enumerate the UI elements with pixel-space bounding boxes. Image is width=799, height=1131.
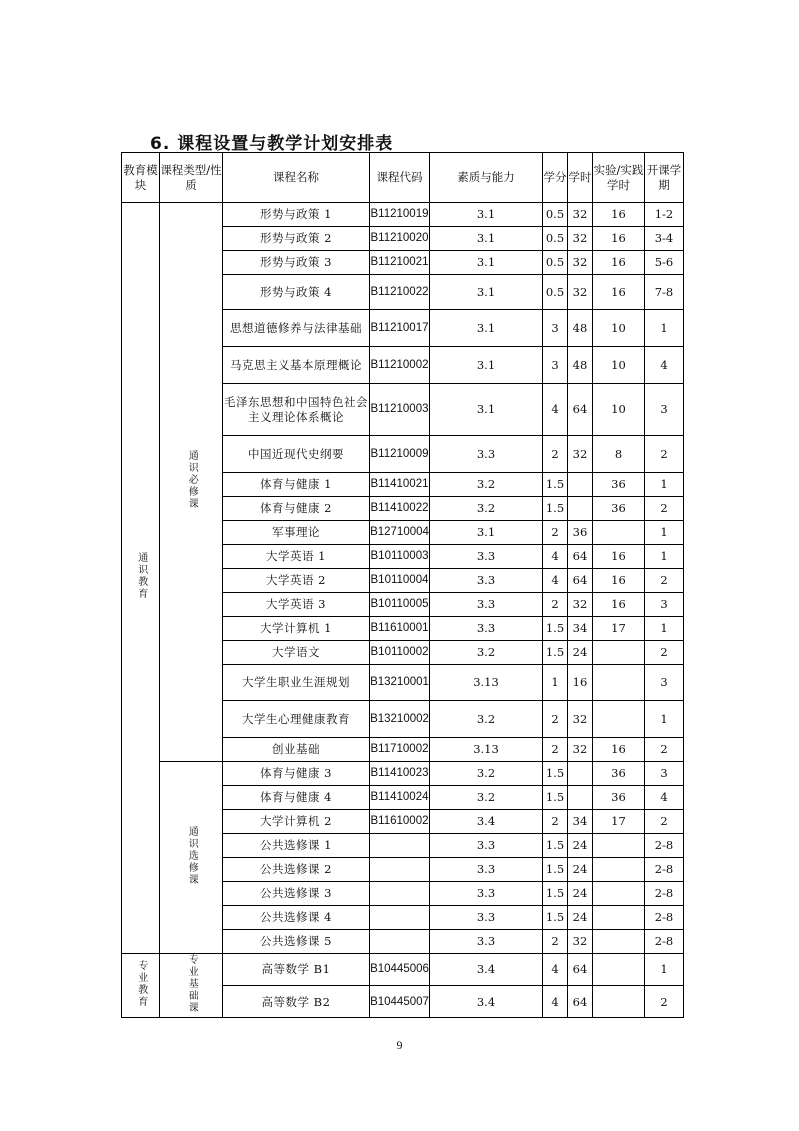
course-name-cell: 高等数学 B2 — [223, 986, 370, 1018]
type-cell-elective — [160, 762, 223, 954]
course-name-cell: 形势与政策 1 — [223, 203, 370, 227]
lab-hours-cell: 36 — [593, 786, 645, 810]
hours-cell: 64 — [568, 569, 593, 593]
ability-cell: 3.1 — [430, 384, 543, 436]
term-cell: 2-8 — [645, 858, 684, 882]
course-code-cell — [370, 906, 430, 930]
course-name-cell: 体育与健康 1 — [223, 473, 370, 497]
course-name-cell: 形势与政策 4 — [223, 275, 370, 310]
lab-hours-cell: 16 — [593, 251, 645, 275]
course-code-cell: B10110002 — [370, 641, 430, 665]
hours-cell: 48 — [568, 347, 593, 384]
term-cell: 1 — [645, 617, 684, 641]
course-code-cell: B11210002 — [370, 347, 430, 384]
ability-cell: 3.3 — [430, 617, 543, 641]
term-cell: 5-6 — [645, 251, 684, 275]
ability-cell: 3.2 — [430, 473, 543, 497]
term-cell: 3 — [645, 665, 684, 701]
hours-cell: 24 — [568, 834, 593, 858]
credit-cell: 1.5 — [543, 858, 568, 882]
term-cell: 2 — [645, 641, 684, 665]
lab-hours-cell: 17 — [593, 810, 645, 834]
term-cell: 2-8 — [645, 906, 684, 930]
course-name-cell: 形势与政策 3 — [223, 251, 370, 275]
course-code-cell: B11210009 — [370, 436, 430, 473]
course-code-cell: B11410024 — [370, 786, 430, 810]
hours-cell: 24 — [568, 906, 593, 930]
term-cell: 3 — [645, 762, 684, 786]
hours-cell: 32 — [568, 593, 593, 617]
hours-cell: 32 — [568, 203, 593, 227]
term-cell: 4 — [645, 347, 684, 384]
ability-cell: 3.2 — [430, 497, 543, 521]
page-number: 9 — [396, 1038, 403, 1052]
lab-hours-cell: 16 — [593, 593, 645, 617]
credit-cell: 0.5 — [543, 227, 568, 251]
col-header-name: 课程名称 — [223, 153, 370, 203]
col-header-lab: 实验/实践学时 — [593, 153, 645, 203]
hours-cell: 32 — [568, 227, 593, 251]
table-row — [122, 203, 684, 227]
term-cell: 2-8 — [645, 930, 684, 954]
credit-cell: 1.5 — [543, 641, 568, 665]
course-name-cell: 毛泽东思想和中国特色社会主义理论体系概论 — [223, 384, 370, 436]
ability-cell: 3.13 — [430, 665, 543, 701]
hours-cell: 48 — [568, 310, 593, 347]
ability-cell: 3.2 — [430, 641, 543, 665]
lab-hours-cell: 16 — [593, 738, 645, 762]
credit-cell: 2 — [543, 930, 568, 954]
course-name-cell: 大学英语 3 — [223, 593, 370, 617]
course-code-cell: B11210017 — [370, 310, 430, 347]
term-cell: 3 — [645, 384, 684, 436]
course-name-cell: 体育与健康 4 — [223, 786, 370, 810]
type-cell-major-basic — [160, 954, 223, 1018]
lab-hours-cell — [593, 834, 645, 858]
course-code-cell: B11710002 — [370, 738, 430, 762]
credit-cell: 2 — [543, 810, 568, 834]
course-code-cell: B13210002 — [370, 701, 430, 738]
course-name-cell: 公共选修课 1 — [223, 834, 370, 858]
lab-hours-cell: 36 — [593, 497, 645, 521]
course-name-cell: 公共选修课 3 — [223, 882, 370, 906]
ability-cell: 3.2 — [430, 762, 543, 786]
credit-cell: 3 — [543, 347, 568, 384]
term-cell: 7-8 — [645, 275, 684, 310]
course-code-cell: B10445007 — [370, 986, 430, 1018]
lab-hours-cell — [593, 906, 645, 930]
credit-cell: 1.5 — [543, 473, 568, 497]
course-name-cell: 思想道德修养与法律基础 — [223, 310, 370, 347]
hours-cell: 64 — [568, 384, 593, 436]
hours-cell: 64 — [568, 986, 593, 1018]
lab-hours-cell: 16 — [593, 203, 645, 227]
lab-hours-cell — [593, 641, 645, 665]
course-name-cell: 公共选修课 2 — [223, 858, 370, 882]
credit-cell: 4 — [543, 954, 568, 986]
lab-hours-cell: 16 — [593, 569, 645, 593]
ability-cell: 3.4 — [430, 986, 543, 1018]
course-code-cell: B11210019 — [370, 203, 430, 227]
course-name-cell: 大学计算机 1 — [223, 617, 370, 641]
credit-cell: 1 — [543, 665, 568, 701]
hours-cell: 32 — [568, 930, 593, 954]
course-code-cell: B10110005 — [370, 593, 430, 617]
ability-cell: 3.2 — [430, 701, 543, 738]
term-cell: 1 — [645, 310, 684, 347]
hours-cell — [568, 473, 593, 497]
hours-cell: 64 — [568, 545, 593, 569]
lab-hours-cell — [593, 858, 645, 882]
course-name-cell: 创业基础 — [223, 738, 370, 762]
lab-hours-cell: 36 — [593, 473, 645, 497]
credit-cell: 2 — [543, 521, 568, 545]
ability-cell: 3.13 — [430, 738, 543, 762]
credit-cell: 1.5 — [543, 762, 568, 786]
course-code-cell: B11210003 — [370, 384, 430, 436]
term-cell: 2 — [645, 497, 684, 521]
hours-cell — [568, 786, 593, 810]
ability-cell: 3.3 — [430, 569, 543, 593]
course-code-cell: B11410023 — [370, 762, 430, 786]
credit-cell: 2 — [543, 436, 568, 473]
ability-cell: 3.3 — [430, 834, 543, 858]
ability-cell: 3.1 — [430, 203, 543, 227]
course-name-cell: 体育与健康 2 — [223, 497, 370, 521]
credit-cell: 4 — [543, 545, 568, 569]
term-cell: 1 — [645, 521, 684, 545]
type-cell-required-label: 通识必修课 — [186, 450, 198, 511]
term-cell: 1 — [645, 701, 684, 738]
term-cell: 2 — [645, 738, 684, 762]
col-header-code: 课程代码 — [370, 153, 430, 203]
course-code-cell: B10110003 — [370, 545, 430, 569]
credit-cell: 2 — [543, 593, 568, 617]
ability-cell: 3.3 — [430, 882, 543, 906]
term-cell: 1 — [645, 954, 684, 986]
credit-cell: 2 — [543, 701, 568, 738]
course-code-cell: B11210020 — [370, 227, 430, 251]
term-cell: 2 — [645, 810, 684, 834]
credit-cell: 1.5 — [543, 834, 568, 858]
table-row — [122, 954, 684, 986]
credit-cell: 0.5 — [543, 251, 568, 275]
col-header-type: 课程类型/性质 — [160, 153, 223, 203]
hours-cell: 24 — [568, 641, 593, 665]
module-cell-general — [122, 203, 160, 954]
hours-cell: 32 — [568, 275, 593, 310]
hours-cell: 32 — [568, 251, 593, 275]
course-name-cell: 军事理论 — [223, 521, 370, 545]
ability-cell: 3.1 — [430, 347, 543, 384]
ability-cell: 3.3 — [430, 930, 543, 954]
course-name-cell: 公共选修课 4 — [223, 906, 370, 930]
module-cell-major — [122, 954, 160, 1018]
lab-hours-cell: 16 — [593, 545, 645, 569]
term-cell: 3 — [645, 593, 684, 617]
term-cell: 2 — [645, 436, 684, 473]
course-code-cell: B11410021 — [370, 473, 430, 497]
ability-cell: 3.2 — [430, 786, 543, 810]
course-code-cell: B11610001 — [370, 617, 430, 641]
credit-cell: 1.5 — [543, 786, 568, 810]
course-name-cell: 高等数学 B1 — [223, 954, 370, 986]
ability-cell: 3.3 — [430, 858, 543, 882]
hours-cell: 16 — [568, 665, 593, 701]
term-cell: 1-2 — [645, 203, 684, 227]
hours-cell: 24 — [568, 858, 593, 882]
lab-hours-cell — [593, 954, 645, 986]
course-name-cell: 大学生职业生涯规划 — [223, 665, 370, 701]
course-code-cell — [370, 834, 430, 858]
credit-cell: 4 — [543, 384, 568, 436]
course-name-cell: 马克思主义基本原理概论 — [223, 347, 370, 384]
term-cell: 2-8 — [645, 882, 684, 906]
term-cell: 1 — [645, 473, 684, 497]
course-name-cell: 大学生心理健康教育 — [223, 701, 370, 738]
course-code-cell: B11610002 — [370, 810, 430, 834]
table-body — [122, 203, 684, 1018]
ability-cell: 3.4 — [430, 810, 543, 834]
type-cell-major-basic-label: 专业基础课 — [186, 954, 198, 1014]
col-header-credit: 学分 — [543, 153, 568, 203]
term-cell: 2 — [645, 569, 684, 593]
hours-cell: 64 — [568, 954, 593, 986]
ability-cell: 3.3 — [430, 906, 543, 930]
lab-hours-cell: 17 — [593, 617, 645, 641]
credit-cell: 4 — [543, 986, 568, 1018]
ability-cell: 3.1 — [430, 310, 543, 347]
credit-cell: 1.5 — [543, 617, 568, 641]
hours-cell: 34 — [568, 810, 593, 834]
lab-hours-cell: 36 — [593, 762, 645, 786]
lab-hours-cell: 10 — [593, 310, 645, 347]
course-code-cell: B11210022 — [370, 275, 430, 310]
lab-hours-cell: 10 — [593, 384, 645, 436]
table-row — [122, 762, 684, 786]
credit-cell: 0.5 — [543, 203, 568, 227]
credit-cell: 1.5 — [543, 882, 568, 906]
hours-cell: 32 — [568, 436, 593, 473]
lab-hours-cell — [593, 521, 645, 545]
ability-cell: 3.3 — [430, 593, 543, 617]
section-heading: 6. 课程设置与教学计划安排表 — [150, 134, 394, 154]
course-plan-table — [121, 152, 684, 1018]
credit-cell: 2 — [543, 738, 568, 762]
course-code-cell — [370, 858, 430, 882]
hours-cell: 24 — [568, 882, 593, 906]
hours-cell: 34 — [568, 617, 593, 641]
type-cell-elective-label: 通识选修课 — [186, 825, 198, 886]
lab-hours-cell — [593, 701, 645, 738]
ability-cell: 3.3 — [430, 545, 543, 569]
course-code-cell: B13210001 — [370, 665, 430, 701]
course-name-cell: 大学英语 2 — [223, 569, 370, 593]
credit-cell: 0.5 — [543, 275, 568, 310]
hours-cell — [568, 762, 593, 786]
hours-cell: 36 — [568, 521, 593, 545]
hours-cell: 32 — [568, 701, 593, 738]
course-name-cell: 中国近现代史纲要 — [223, 436, 370, 473]
course-name-cell: 大学计算机 2 — [223, 810, 370, 834]
credit-cell: 3 — [543, 310, 568, 347]
course-code-cell: B11210021 — [370, 251, 430, 275]
col-header-hours: 学时 — [568, 153, 593, 203]
credit-cell: 1.5 — [543, 906, 568, 930]
ability-cell: 3.3 — [430, 436, 543, 473]
module-cell-general-label: 通识教育 — [135, 552, 147, 601]
course-name-cell: 大学语文 — [223, 641, 370, 665]
term-cell: 2 — [645, 986, 684, 1018]
lab-hours-cell: 16 — [593, 275, 645, 310]
module-cell-major-label: 专业教育 — [135, 960, 147, 1008]
col-header-ability: 素质与能力 — [430, 153, 543, 203]
hours-cell: 32 — [568, 738, 593, 762]
col-header-module: 教育模块 — [122, 153, 160, 203]
ability-cell: 3.1 — [430, 275, 543, 310]
lab-hours-cell: 10 — [593, 347, 645, 384]
lab-hours-cell — [593, 930, 645, 954]
course-name-cell: 公共选修课 5 — [223, 930, 370, 954]
ability-cell: 3.4 — [430, 954, 543, 986]
course-code-cell: B12710004 — [370, 521, 430, 545]
credit-cell: 1.5 — [543, 497, 568, 521]
hours-cell — [568, 497, 593, 521]
lab-hours-cell — [593, 665, 645, 701]
course-code-cell: B10110004 — [370, 569, 430, 593]
lab-hours-cell: 16 — [593, 227, 645, 251]
col-header-term: 开课学期 — [645, 153, 684, 203]
course-code-cell: B10445006 — [370, 954, 430, 986]
type-cell-required — [160, 203, 223, 762]
course-name-cell: 大学英语 1 — [223, 545, 370, 569]
lab-hours-cell — [593, 882, 645, 906]
term-cell: 2-8 — [645, 834, 684, 858]
lab-hours-cell — [593, 986, 645, 1018]
course-code-cell — [370, 930, 430, 954]
course-code-cell — [370, 882, 430, 906]
term-cell: 1 — [645, 545, 684, 569]
ability-cell: 3.1 — [430, 521, 543, 545]
credit-cell: 4 — [543, 569, 568, 593]
ability-cell: 3.1 — [430, 251, 543, 275]
ability-cell: 3.1 — [430, 227, 543, 251]
term-cell: 4 — [645, 786, 684, 810]
course-code-cell: B11410022 — [370, 497, 430, 521]
header-row — [122, 153, 684, 203]
lab-hours-cell: 8 — [593, 436, 645, 473]
course-name-cell: 形势与政策 2 — [223, 227, 370, 251]
term-cell: 3-4 — [645, 227, 684, 251]
course-name-cell: 体育与健康 3 — [223, 762, 370, 786]
